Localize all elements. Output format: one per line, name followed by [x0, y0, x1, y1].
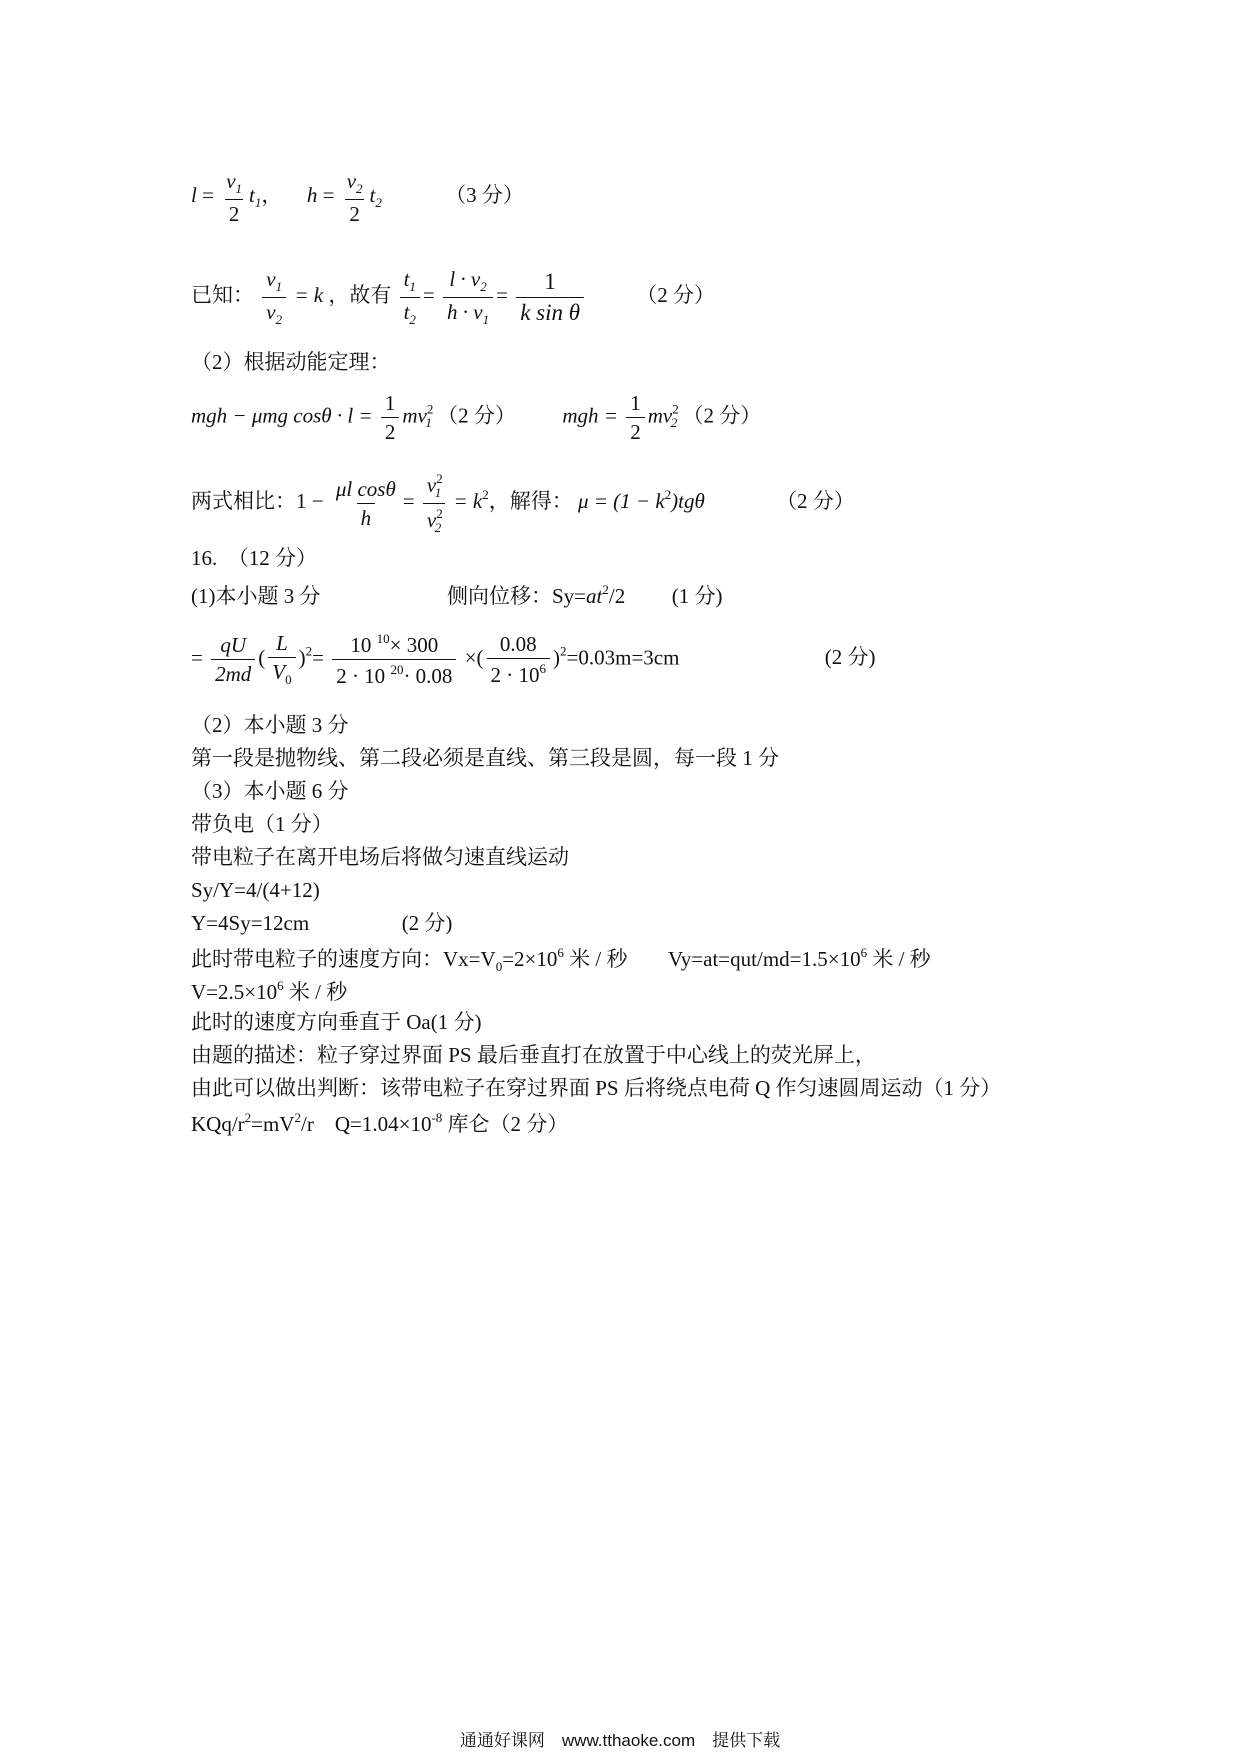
velocity-line: 此时带电粒子的速度方向：$Vx=V_0=2\times 10^6$ 米 / 秒 $Vy=at=qut/md=1.5\times 10^6$ 米 / 秒	[191, 945, 931, 974]
text-line: （3）本小题 6 分	[191, 779, 349, 803]
fraction-v1-over-2: $\frac{v_1}{2}$	[226, 169, 243, 226]
fraction-v1-over-v2: $\frac{v_1}{v_2}$	[262, 268, 286, 326]
text-line: 由题的描述：粒子穿过界面 PS 最后垂直打在放置于中心线上的荧光屏上，	[191, 1043, 876, 1067]
coulomb-line: KQq/$r^2=mV^2/r$ $Q=1.04\times 10^{-8}$ 库仑（2 分）	[191, 1110, 569, 1136]
equation-compare: 两式相比：1 − $\frac{\text{μl cosθ}}{h}$ = $\frac{v^2_1}{v^2_2}$ = $k^2$，解得： $\mu = (1 - k^2)tg\theta$ （2 分）	[191, 471, 855, 535]
fraction-L-over-V0: $\frac{L}{V_0}$	[268, 632, 295, 687]
text-line: 由此可以做出判断：该带电粒子在穿过界面 PS 后将绕点电荷 Q 作匀速圆周运动（1 分）	[191, 1076, 1002, 1100]
fraction-v2-over-2: $\frac{v_2}{2}$	[346, 169, 363, 226]
text-line: （2）本小题 3 分	[191, 713, 349, 737]
equation-displacement: = $\frac{qU}{2md}$ ( $\frac{L}{V_0}$ )$^2$= $\frac{10 ^{10}\times 300}{2 \cdot 10 ^{20}\cdot 0.08}$ ×( $\frac{0.08}{2 \cdot 10^6}$ )$^2$=0.03m=3cm (2 分)	[191, 631, 876, 689]
equation-l-h: l = $\frac{v_1}{2}$ $t_1$， h = $\frac{v_2}{2}$ $t_2$ （3 分）	[191, 169, 524, 226]
footer: 通通好课网 www.tthaoke.com 提供下载	[459, 1731, 781, 1750]
question-16-heading: 16. （12 分）	[191, 546, 317, 570]
fraction-half: $\frac{1}{2}$	[381, 392, 400, 443]
text-line: 带负电（1 分）	[191, 812, 333, 836]
text-line: 第一段是抛物线、第二段必须是直线、第三段是圆，每一段 1 分	[191, 746, 779, 770]
fraction-mu-l-cos: $\frac{\text{μl cosθ}}{h}$	[335, 476, 396, 530]
fraction-half: $\frac{1}{2}$	[626, 392, 645, 443]
points-label: (2 分)	[824, 645, 876, 670]
points-label: （3 分）	[445, 183, 524, 208]
fraction-lv2-over-hv1: $\frac{l \cdot v_2}{h \cdot v_1}$	[443, 268, 493, 326]
fraction-1-over-ksin: $\frac{1}{\text{k sin θ}}$	[516, 270, 584, 325]
text-line: Sy/Y=4/(4+12)	[191, 878, 320, 902]
velocity-total: $V=2.5\times 10^6$ 米 / 秒	[191, 978, 348, 1004]
fraction-numeric: $\frac{10 ^{10}\times 300}{2 \cdot 10 ^{20}\cdot 0.08}$	[332, 632, 456, 687]
text-line: Y=4Sy=12cm (2 分)	[191, 911, 453, 935]
equation-energy: mgh − μmg cosθ · l = $\frac{1}{2}$ $mv^2_1$ （2 分） mgh = $\frac{1}{2}$ $mv^2_2$ （2 分）	[191, 391, 762, 445]
text-line: 带电粒子在离开电场后将做匀速直线运动	[191, 845, 569, 869]
fraction-t1-over-t2: $\frac{t_1}{t_2}$	[400, 268, 420, 326]
text-line: 此时的速度方向垂直于 Oa(1 分)	[191, 1010, 482, 1034]
q16-part1: (1)本小题 3 分 侧向位移：$Sy=at^2/2$ (1 分)	[191, 582, 723, 608]
section-heading: （2）根据动能定理：	[191, 350, 391, 374]
equation-ratio: 已知： $\frac{v_1}{v_2}$ = k ，故有 $\frac{t_1}{t_2}$ = $\frac{l \cdot v_2}{h \cdot v_1}$ = $\frac{1}{\text{k sin θ}}$ （2 分）	[191, 267, 716, 327]
points-label: （2 分）	[776, 488, 855, 513]
fraction-0.08: $\frac{0.08}{2 \cdot 10^6}$	[487, 633, 551, 686]
points-label: （2 分）	[636, 282, 716, 307]
fraction-qU-over-2md: $\frac{qU}{2md}$	[211, 634, 255, 685]
fraction-v1sq-over-v2sq: $\frac{v^2_1}{v^2_2}$	[423, 472, 445, 534]
